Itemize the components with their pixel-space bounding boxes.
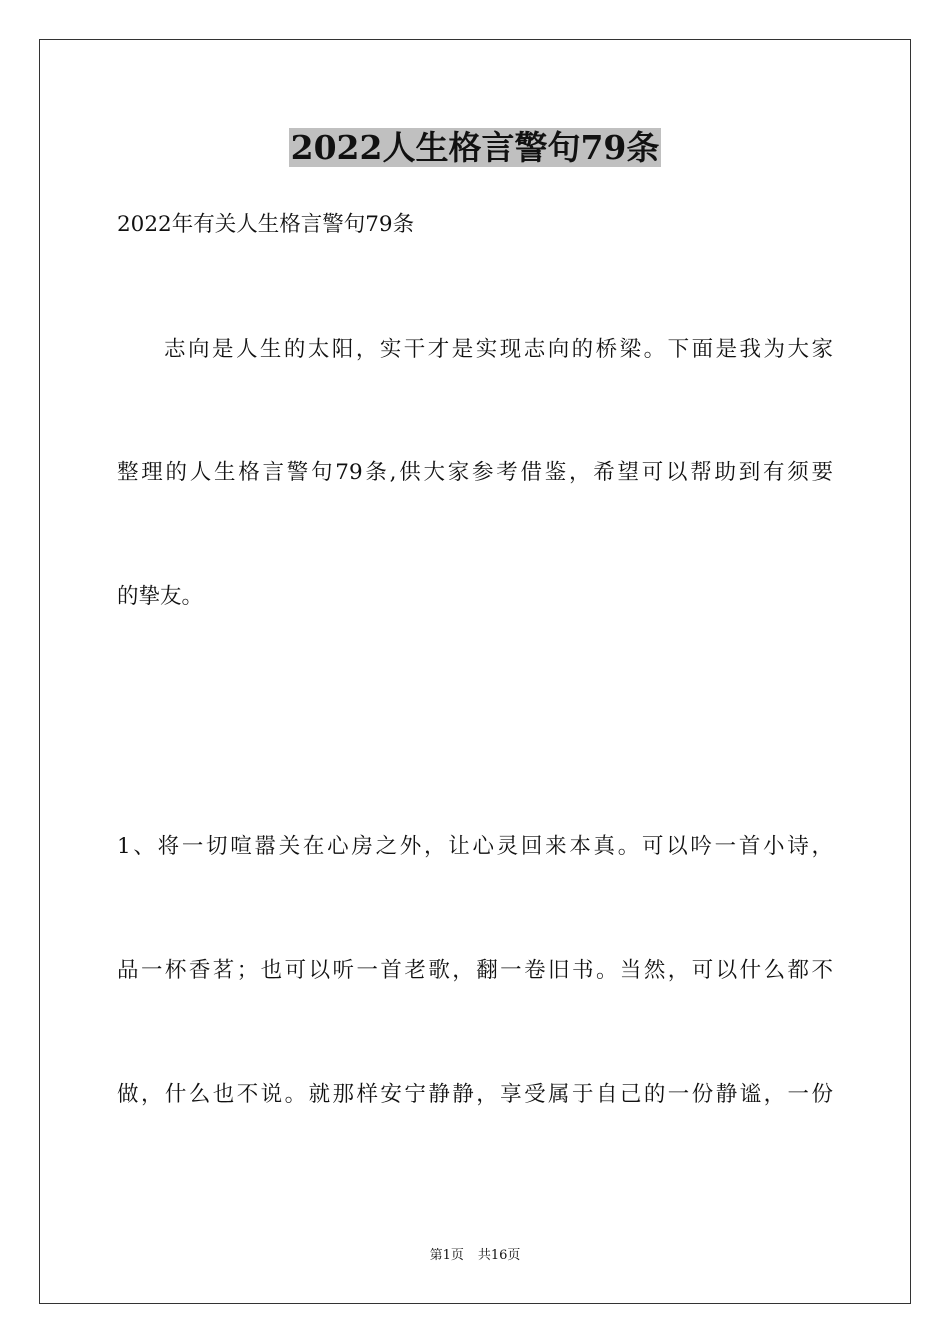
paragraph-line: 做，什么也不说。就那样安宁静静，享受属于自己的一份静谧，一份 — [117, 1082, 833, 1107]
paragraph-line: 整理的人生格言警句79条,供大家参考借鉴，希望可以帮助到有须要 — [117, 460, 833, 485]
document-title — [0, 126, 950, 170]
document-title-text: 2022人生格言警句79条 — [290, 128, 660, 167]
page-number: 第1页 — [429, 1248, 464, 1263]
paragraph-line: 1、将一切喧嚣关在心房之外，让心灵回来本真。可以吟一首小诗， — [117, 834, 833, 859]
paragraph-line: 的挚友。 — [117, 584, 204, 609]
paragraph-line: 品一杯香茗；也可以听一首老歌，翻一卷旧书。当然，可以什么都不 — [117, 958, 833, 983]
page-footer — [0, 1247, 950, 1265]
paragraph-line: 志向是人生的太阳，实干才是实现志向的桥梁。下面是我为大家 — [164, 337, 833, 362]
document-subtitle: 2022年有关人生格言警句79条 — [117, 212, 415, 237]
page-total: 共16页 — [477, 1248, 521, 1263]
